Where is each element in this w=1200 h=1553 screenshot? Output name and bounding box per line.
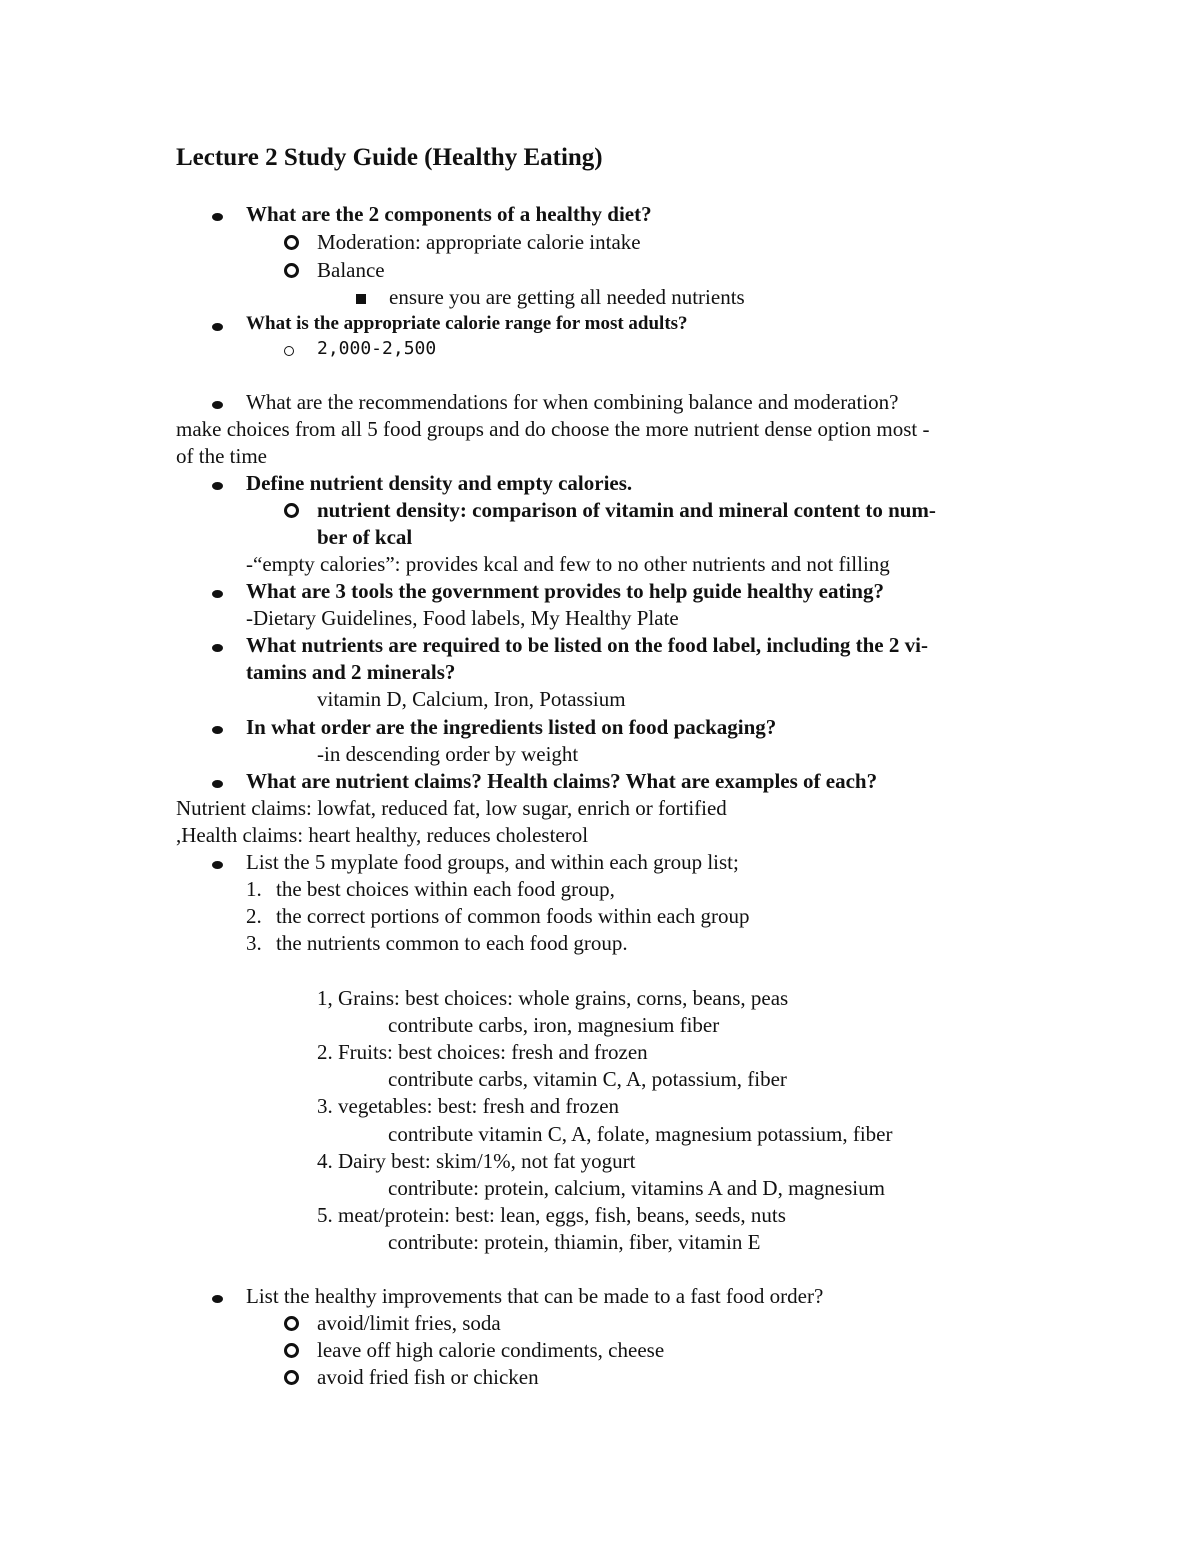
group-head-text: 2. Fruits: best choices: fresh and frozen (317, 1040, 648, 1064)
circle-bullet-icon (284, 1336, 299, 1365)
item-number: 3. (246, 931, 262, 955)
group-detail-text: contribute: protein, thiamin, fiber, vitamin E (388, 1230, 761, 1254)
document-title: Lecture 2 Study Guide (Healthy Eating) (176, 144, 603, 171)
bullet-icon (212, 388, 223, 416)
group-detail-text: contribute carbs, vitamin C, A, potassium, fiber (388, 1067, 787, 1091)
answer-text: avoid fried fish or chicken (317, 1365, 539, 1389)
answer-text: leave off high calorie condiments, cheese (317, 1338, 665, 1362)
question-text: What are the 2 components of a healthy diet? (246, 202, 652, 226)
bullet-icon (212, 577, 223, 605)
answer-text: ensure you are getting all needed nutrients (389, 285, 745, 309)
group-head-text: 3. vegetables: best: fresh and frozen (317, 1094, 620, 1118)
answer-text: ber of kcal (317, 525, 413, 549)
question-text: Define nutrient density and empty calories. (246, 471, 633, 495)
answer-text: -Dietary Guidelines, Food labels, My Healthy Plate (246, 606, 679, 630)
answer-text: Moderation: appropriate calorie intake (317, 230, 641, 254)
group-detail-text: contribute carbs, iron, magnesium fiber (388, 1013, 720, 1037)
answer-text: vitamin D, Calcium, Iron, Potassium (317, 687, 626, 711)
bullet-icon (212, 469, 223, 497)
circle-bullet-icon (284, 1363, 299, 1392)
question-text: List the healthy improvements that can be made to a fast food order? (246, 1284, 824, 1308)
question-text: What is the appropriate calorie range for most adults? (246, 313, 688, 334)
item-text: the nutrients common to each food group. (276, 931, 628, 955)
circle-bullet-icon (284, 1309, 299, 1338)
answer-text: Nutrient claims: lowfat, reduced fat, low sugar, enrich or fortified (176, 796, 727, 820)
bullet-icon (212, 848, 223, 876)
bullet-icon (212, 310, 223, 338)
answer-text: -“empty calories”: provides kcal and few to no other nutrients and not filling (246, 552, 890, 576)
question-text: tamins and 2 minerals? (246, 660, 456, 684)
bullet-icon (212, 767, 223, 795)
answer-text: -in descending order by weight (317, 742, 579, 766)
bullet-icon (212, 631, 223, 659)
question-text: What are the recommendations for when combining balance and moderation? (246, 390, 899, 414)
question-text: What are 3 tools the government provides to help guide healthy eating? (246, 579, 884, 603)
bullet-icon (212, 713, 223, 741)
answer-text: 2,000-2,500 (317, 338, 437, 359)
answer-text: make choices from all 5 food groups and do choose the more nutrient dense option most - (176, 417, 930, 441)
thin-circle-bullet-icon (284, 335, 294, 363)
question-text: List the 5 myplate food groups, and within each group list; (246, 850, 739, 874)
circle-bullet-icon (284, 496, 299, 525)
group-head-text: 4. Dairy best: skim/1%, not fat yogurt (317, 1149, 636, 1173)
group-head-text: 5. meat/protein: best: lean, eggs, fish, beans, seeds, nuts (317, 1203, 786, 1227)
group-detail-text: contribute: protein, calcium, vitamins A and D, magnesium (388, 1176, 885, 1200)
question-text: In what order are the ingredients listed on food packaging? (246, 715, 777, 739)
group-detail-text: contribute vitamin C, A, folate, magnesium potassium, fiber (388, 1122, 893, 1146)
circle-bullet-icon (284, 256, 299, 285)
answer-text: avoid/limit fries, soda (317, 1311, 501, 1335)
bullet-icon (212, 200, 223, 228)
group-head-text: 1, Grains: best choices: whole grains, corns, beans, peas (317, 986, 789, 1010)
item-text: the best choices within each food group, (276, 877, 615, 901)
answer-text: Balance (317, 258, 385, 282)
answer-text: of the time (176, 444, 267, 468)
circle-bullet-icon (284, 228, 299, 257)
item-number: 2. (246, 904, 262, 928)
question-text: What are nutrient claims? Health claims? What are examples of each? (246, 769, 878, 793)
item-text: the correct portions of common foods within each group (276, 904, 750, 928)
answer-text: nutrient density: comparison of vitamin and mineral content to num- (317, 498, 936, 522)
item-number: 1. (246, 877, 262, 901)
answer-text: ,Health claims: heart healthy, reduces cholesterol (176, 823, 589, 847)
bullet-icon (212, 1282, 223, 1310)
square-bullet-icon (356, 283, 366, 311)
question-text: What nutrients are required to be listed on the food label, including the 2 vi- (246, 633, 928, 657)
